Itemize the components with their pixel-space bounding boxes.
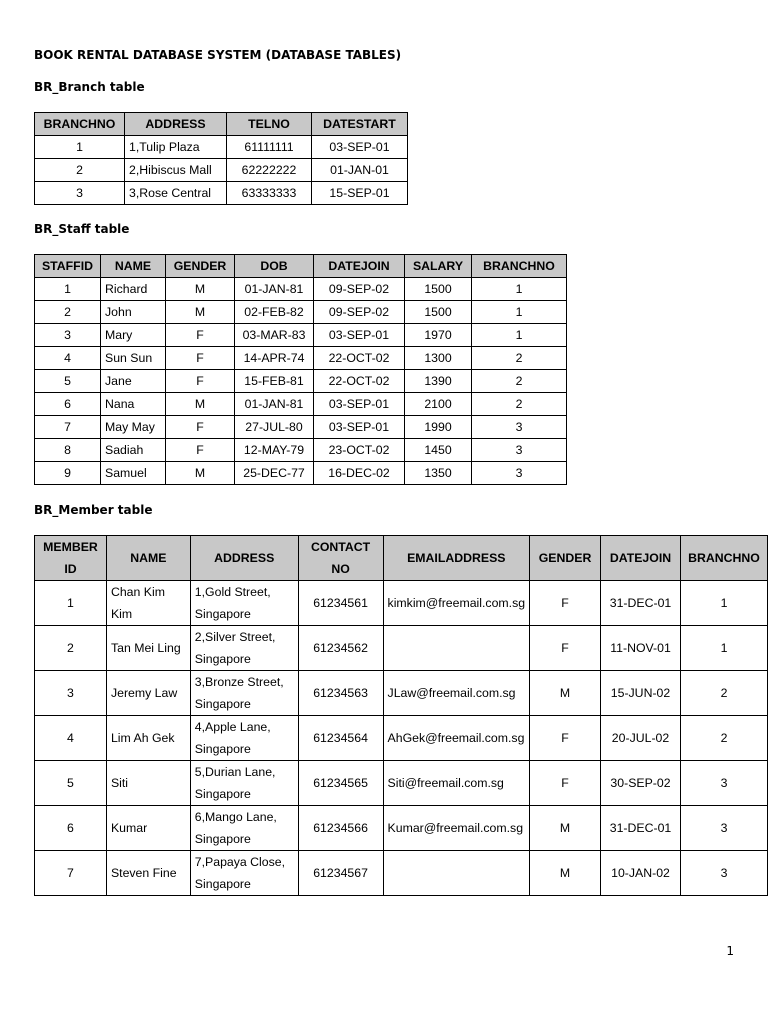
cell-branchno: 2: [472, 347, 567, 370]
cell-salary: 1450: [405, 439, 472, 462]
table-header-row: [35, 255, 567, 278]
table-row: [35, 416, 567, 439]
cell-name: Richard: [101, 278, 166, 301]
cell-gender: M: [166, 301, 235, 324]
table-row: [35, 347, 567, 370]
table-row: [35, 806, 768, 851]
cell-gender: F: [530, 716, 601, 761]
cell-member-id: 7: [35, 851, 107, 896]
cell-telno: 62222222: [227, 159, 312, 182]
cell-name: Nana: [101, 393, 166, 416]
cell-gender: M: [530, 806, 601, 851]
column-header: GENDER: [530, 536, 601, 581]
cell-branchno: 3: [680, 851, 767, 896]
cell-branchno: 1: [472, 324, 567, 347]
cell-email: Siti@freemail.com.sg: [383, 761, 530, 806]
cell-salary: 1500: [405, 278, 472, 301]
cell-address: 1,Gold Street, Singapore: [190, 581, 298, 626]
table-row: [35, 393, 567, 416]
cell-staffid: 8: [35, 439, 101, 462]
cell-telno: 61111111: [227, 136, 312, 159]
cell-name: John: [101, 301, 166, 324]
cell-branchno: 1: [35, 136, 125, 159]
table-row: [35, 626, 768, 671]
cell-member-id: 4: [35, 716, 107, 761]
cell-email: AhGek@freemail.com.sg: [383, 716, 530, 761]
cell-branchno: 2: [680, 716, 767, 761]
cell-staffid: 3: [35, 324, 101, 347]
cell-datejoin: 09-SEP-02: [314, 278, 405, 301]
cell-salary: 1390: [405, 370, 472, 393]
cell-salary: 1500: [405, 301, 472, 324]
table-row: [35, 851, 768, 896]
cell-dob: 01-JAN-81: [235, 278, 314, 301]
cell-name: Siti: [106, 761, 190, 806]
cell-datejoin: 22-OCT-02: [314, 347, 405, 370]
column-header: NAME: [106, 536, 190, 581]
cell-name: Sadiah: [101, 439, 166, 462]
column-header: ADDRESS: [190, 536, 298, 581]
cell-gender: F: [166, 347, 235, 370]
cell-branchno: 1: [680, 581, 767, 626]
cell-staffid: 7: [35, 416, 101, 439]
cell-branchno: 3: [680, 761, 767, 806]
cell-gender: M: [530, 851, 601, 896]
cell-datejoin: 16-DEC-02: [314, 462, 405, 485]
cell-branchno: 1: [680, 626, 767, 671]
cell-gender: F: [166, 324, 235, 347]
table-row: [35, 278, 567, 301]
cell-datejoin: 15-JUN-02: [601, 671, 681, 716]
column-header: EMAILADDRESS: [383, 536, 530, 581]
cell-name: Samuel: [101, 462, 166, 485]
cell-gender: M: [530, 671, 601, 716]
cell-address: 2,Silver Street, Singapore: [190, 626, 298, 671]
cell-branchno: 2: [472, 370, 567, 393]
table-row: [35, 301, 567, 324]
table-row: [35, 581, 768, 626]
cell-datestart: 03-SEP-01: [312, 136, 408, 159]
cell-salary: 2100: [405, 393, 472, 416]
table-row: [35, 716, 768, 761]
cell-address: 3,Bronze Street, Singapore: [190, 671, 298, 716]
cell-email: [383, 626, 530, 671]
cell-name: Kumar: [106, 806, 190, 851]
cell-gender: M: [166, 462, 235, 485]
cell-name: Jane: [101, 370, 166, 393]
cell-datejoin: 20-JUL-02: [601, 716, 681, 761]
cell-salary: 1350: [405, 462, 472, 485]
cell-branchno: 3: [680, 806, 767, 851]
cell-branchno: 1: [472, 278, 567, 301]
column-header: DATEJOIN: [314, 255, 405, 278]
cell-salary: 1990: [405, 416, 472, 439]
column-header: BRANCHNO: [472, 255, 567, 278]
cell-salary: 1970: [405, 324, 472, 347]
cell-contact-no: 61234563: [298, 671, 383, 716]
cell-branchno: 3: [472, 416, 567, 439]
cell-name: Chan Kim Kim: [106, 581, 190, 626]
table-row: [35, 439, 567, 462]
column-header: BRANCHNO: [35, 113, 125, 136]
table-header-row: [35, 113, 408, 136]
column-header: STAFFID: [35, 255, 101, 278]
cell-email: [383, 851, 530, 896]
cell-branchno: 1: [472, 301, 567, 324]
cell-branchno: 3: [472, 462, 567, 485]
cell-datejoin: 03-SEP-01: [314, 416, 405, 439]
cell-datejoin: 23-OCT-02: [314, 439, 405, 462]
cell-name: Lim Ah Gek: [106, 716, 190, 761]
cell-salary: 1300: [405, 347, 472, 370]
cell-gender: F: [530, 626, 601, 671]
cell-staffid: 2: [35, 301, 101, 324]
cell-address: 2,Hibiscus Mall: [125, 159, 227, 182]
cell-address: 7,Papaya Close, Singapore: [190, 851, 298, 896]
cell-name: Tan Mei Ling: [106, 626, 190, 671]
table-row: [35, 370, 567, 393]
cell-datejoin: 31-DEC-01: [601, 581, 681, 626]
cell-member-id: 3: [35, 671, 107, 716]
column-header: ADDRESS: [125, 113, 227, 136]
cell-name: Steven Fine: [106, 851, 190, 896]
cell-staffid: 9: [35, 462, 101, 485]
document-title: BOOK RENTAL DATABASE SYSTEM (DATABASE TABLES): [34, 48, 402, 62]
cell-gender: F: [166, 370, 235, 393]
cell-dob: 01-JAN-81: [235, 393, 314, 416]
cell-name: Jeremy Law: [106, 671, 190, 716]
cell-member-id: 5: [35, 761, 107, 806]
cell-contact-no: 61234566: [298, 806, 383, 851]
cell-member-id: 1: [35, 581, 107, 626]
column-header: GENDER: [166, 255, 235, 278]
cell-dob: 12-MAY-79: [235, 439, 314, 462]
cell-datejoin: 10-JAN-02: [601, 851, 681, 896]
cell-gender: F: [166, 439, 235, 462]
column-header: CONTACT NO: [298, 536, 383, 581]
cell-datestart: 15-SEP-01: [312, 182, 408, 205]
cell-gender: F: [166, 416, 235, 439]
cell-contact-no: 61234562: [298, 626, 383, 671]
cell-datejoin: 31-DEC-01: [601, 806, 681, 851]
cell-email: Kumar@freemail.com.sg: [383, 806, 530, 851]
table-row: [35, 182, 408, 205]
table-row: [35, 761, 768, 806]
cell-datejoin: 11-NOV-01: [601, 626, 681, 671]
cell-branchno: 3: [472, 439, 567, 462]
table-row: [35, 671, 768, 716]
cell-contact-no: 61234564: [298, 716, 383, 761]
cell-staffid: 6: [35, 393, 101, 416]
column-header: NAME: [101, 255, 166, 278]
cell-gender: M: [166, 278, 235, 301]
cell-name: Sun Sun: [101, 347, 166, 370]
cell-member-id: 2: [35, 626, 107, 671]
table-row: [35, 324, 567, 347]
cell-contact-no: 61234561: [298, 581, 383, 626]
cell-dob: 14-APR-74: [235, 347, 314, 370]
cell-dob: 03-MAR-83: [235, 324, 314, 347]
cell-contact-no: 61234567: [298, 851, 383, 896]
column-header: BRANCHNO: [680, 536, 767, 581]
cell-telno: 63333333: [227, 182, 312, 205]
cell-datejoin: 03-SEP-01: [314, 393, 405, 416]
cell-address: 3,Rose Central: [125, 182, 227, 205]
cell-staffid: 5: [35, 370, 101, 393]
cell-email: kimkim@freemail.com.sg: [383, 581, 530, 626]
table-row: [35, 136, 408, 159]
table-row: [35, 159, 408, 182]
column-header: SALARY: [405, 255, 472, 278]
cell-address: 4,Apple Lane, Singapore: [190, 716, 298, 761]
branch-table-caption: BR_Branch table: [34, 80, 145, 94]
cell-branchno: 2: [680, 671, 767, 716]
cell-dob: 27-JUL-80: [235, 416, 314, 439]
cell-branchno: 2: [35, 159, 125, 182]
staff-table: [34, 254, 567, 485]
cell-name: May May: [101, 416, 166, 439]
cell-address: 5,Durian Lane, Singapore: [190, 761, 298, 806]
cell-staffid: 1: [35, 278, 101, 301]
member-table-caption: BR_Member table: [34, 503, 153, 517]
cell-dob: 15-FEB-81: [235, 370, 314, 393]
member-table: [34, 535, 768, 896]
cell-datejoin: 03-SEP-01: [314, 324, 405, 347]
column-header: DATEJOIN: [601, 536, 681, 581]
cell-datejoin: 22-OCT-02: [314, 370, 405, 393]
cell-gender: F: [530, 581, 601, 626]
cell-email: JLaw@freemail.com.sg: [383, 671, 530, 716]
cell-datejoin: 30-SEP-02: [601, 761, 681, 806]
cell-gender: F: [530, 761, 601, 806]
cell-contact-no: 61234565: [298, 761, 383, 806]
cell-dob: 02-FEB-82: [235, 301, 314, 324]
cell-gender: M: [166, 393, 235, 416]
cell-address: 1,Tulip Plaza: [125, 136, 227, 159]
table-header-row: [35, 536, 768, 581]
column-header: MEMBER ID: [35, 536, 107, 581]
column-header: DATESTART: [312, 113, 408, 136]
staff-table-caption: BR_Staff table: [34, 222, 130, 236]
page-number: 1: [726, 944, 734, 958]
cell-branchno: 3: [35, 182, 125, 205]
cell-staffid: 4: [35, 347, 101, 370]
cell-dob: 25-DEC-77: [235, 462, 314, 485]
branch-table: [34, 112, 408, 205]
column-header: TELNO: [227, 113, 312, 136]
table-row: [35, 462, 567, 485]
cell-branchno: 2: [472, 393, 567, 416]
column-header: DOB: [235, 255, 314, 278]
cell-datestart: 01-JAN-01: [312, 159, 408, 182]
cell-name: Mary: [101, 324, 166, 347]
cell-datejoin: 09-SEP-02: [314, 301, 405, 324]
cell-address: 6,Mango Lane, Singapore: [190, 806, 298, 851]
cell-member-id: 6: [35, 806, 107, 851]
